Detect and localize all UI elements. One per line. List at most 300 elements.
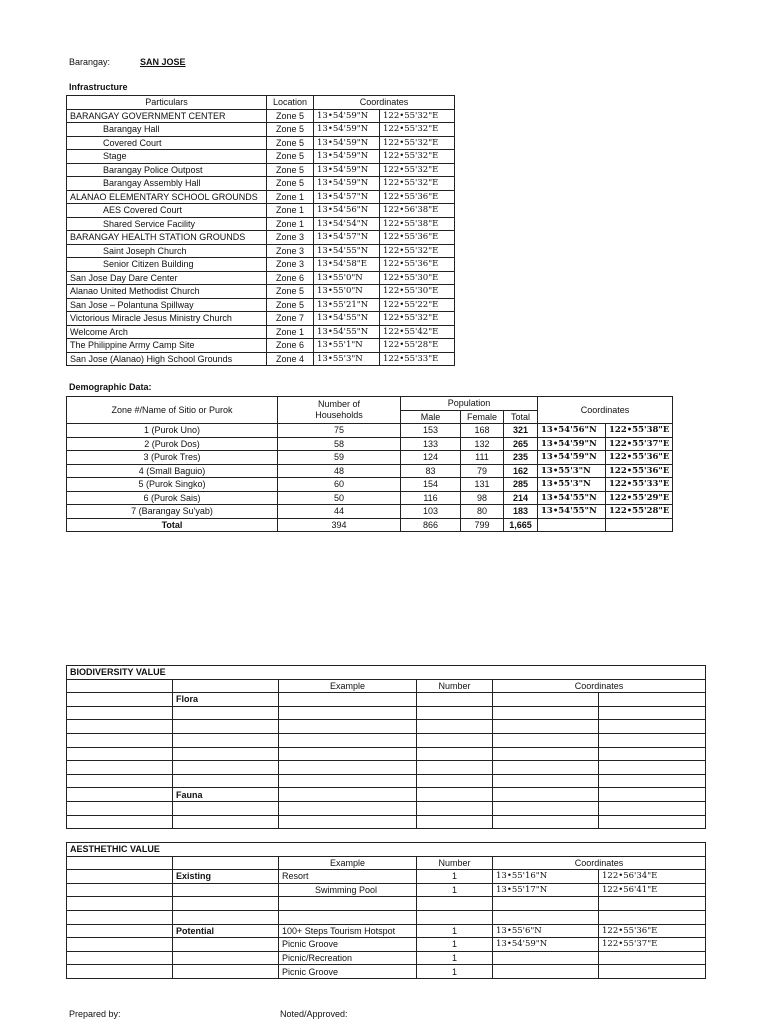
- infra-particular: San Jose (Alanao) High School Grounds: [67, 352, 267, 366]
- infrastructure-row: [67, 150, 455, 164]
- aes-latitude: 13•55'6"N: [493, 924, 599, 938]
- cell: [173, 883, 279, 897]
- demo-latitude: 13•54'59"N: [538, 437, 606, 451]
- infra-particular: Stage: [67, 150, 267, 164]
- aes-longitude: 122•55'37"E: [599, 938, 706, 952]
- cell: [173, 761, 279, 775]
- infra-location: Zone 5: [267, 123, 314, 137]
- aes-longitude: [599, 965, 706, 979]
- cell: [599, 897, 706, 911]
- cell: [599, 733, 706, 747]
- infra-longitude: 122•55'30"E: [380, 285, 455, 299]
- infrastructure-row: [67, 352, 455, 366]
- infra-latitude: 13•54'59"N: [314, 136, 380, 150]
- cell: [493, 747, 599, 761]
- infra-longitude: 122•55'22"E: [380, 298, 455, 312]
- cell: [599, 693, 706, 707]
- infra-particular: The Philippine Army Camp Site: [67, 339, 267, 353]
- demo-male: 154: [401, 478, 461, 492]
- cell: [67, 733, 173, 747]
- cell: [173, 897, 279, 911]
- infra-latitude: 13•54'59"N: [314, 109, 380, 123]
- cell: [67, 774, 173, 788]
- infrastructure-title: Infrastructure: [69, 82, 128, 92]
- cell: [67, 747, 173, 761]
- infrastructure-row: [67, 339, 455, 353]
- cell: [599, 788, 706, 802]
- bio-header-example: Example: [279, 679, 417, 693]
- infra-latitude: 13•55'1"N: [314, 339, 380, 353]
- header-demo-coordinates: Coordinates: [538, 397, 673, 424]
- infrastructure-row: [67, 258, 455, 272]
- cell: [417, 761, 493, 775]
- cell: [279, 720, 417, 734]
- demo-zone: 7 (Barangay Su'yab): [67, 505, 278, 519]
- demo-households: 60: [278, 478, 401, 492]
- cell: [173, 951, 279, 965]
- aesthetic-row: [67, 965, 706, 979]
- demo-longitude: 122•55'36"E: [606, 464, 673, 478]
- aes-example: Swimming Pool: [279, 883, 417, 897]
- aesthetic-title: AESTHETHIC VALUE: [67, 843, 706, 857]
- demo-latitude: 13•54'55"N: [538, 491, 606, 505]
- aes-header-example: Example: [279, 856, 417, 870]
- demo-households: 48: [278, 464, 401, 478]
- aes-latitude: [493, 965, 599, 979]
- infra-latitude: 13•54'58"E: [314, 258, 380, 272]
- cell: [67, 938, 173, 952]
- demographic-row: [67, 505, 673, 519]
- infra-latitude: 13•54'59"N: [314, 123, 380, 137]
- aes-longitude: 122•56'34"E: [599, 870, 706, 884]
- header-particulars: Particulars: [67, 96, 267, 110]
- section-label: Fauna: [173, 788, 279, 802]
- infrastructure-row: [67, 190, 455, 204]
- total-lon: [606, 518, 673, 532]
- infrastructure-header-row: [67, 96, 455, 110]
- aes-latitude: 13•55'17"N: [493, 883, 599, 897]
- aes-longitude: 122•56'41"E: [599, 883, 706, 897]
- infrastructure-table: [66, 95, 455, 366]
- flora-row: [67, 706, 706, 720]
- demo-zone: 5 (Purok Singko): [67, 478, 278, 492]
- cell: [173, 747, 279, 761]
- total-lat: [538, 518, 606, 532]
- infra-particular: BARANGAY GOVERNMENT CENTER: [67, 109, 267, 123]
- infra-particular: San Jose Day Dare Center: [67, 271, 267, 285]
- infra-particular: Saint Joseph Church: [67, 244, 267, 258]
- demo-female: 168: [461, 424, 504, 438]
- cell: [173, 733, 279, 747]
- cell: [417, 693, 493, 707]
- aesthetic-row: [67, 951, 706, 965]
- demo-latitude: 13•55'3"N: [538, 464, 606, 478]
- cell: [173, 910, 279, 924]
- infra-location: Zone 5: [267, 285, 314, 299]
- infra-longitude: 122•55'36"E: [380, 231, 455, 245]
- infra-latitude: 13•54'55"N: [314, 312, 380, 326]
- flora-row: [67, 747, 706, 761]
- demographic-row: [67, 437, 673, 451]
- header-total: Total: [504, 410, 538, 424]
- demographic-row: [67, 451, 673, 465]
- demo-total: 162: [504, 464, 538, 478]
- infra-longitude: 122•55'32"E: [380, 163, 455, 177]
- cell: [173, 774, 279, 788]
- header-households-line1: Number of: [317, 399, 361, 409]
- cell: [417, 788, 493, 802]
- infra-location: Zone 3: [267, 231, 314, 245]
- aes-latitude: 13•55'16"N: [493, 870, 599, 884]
- infra-location: Zone 1: [267, 204, 314, 218]
- bio-header-coordinates: Coordinates: [493, 679, 706, 693]
- aes-header-blank2: [173, 856, 279, 870]
- cell: [417, 815, 493, 829]
- demo-latitude: 13•54'55"N: [538, 505, 606, 519]
- infra-particular: Barangay Police Outpost: [67, 163, 267, 177]
- infra-longitude: 122•55'32"E: [380, 244, 455, 258]
- infra-latitude: 13•54'56"N: [314, 204, 380, 218]
- cell: [173, 801, 279, 815]
- demo-male: 103: [401, 505, 461, 519]
- cell: [493, 761, 599, 775]
- cell: [67, 924, 173, 938]
- aes-number: 1: [417, 883, 493, 897]
- header-households-line2: Households: [315, 410, 363, 420]
- infra-particular: Barangay Assembly Hall: [67, 177, 267, 191]
- infra-latitude: 13•55'21"N: [314, 298, 380, 312]
- infra-latitude: 13•54'59"N: [314, 177, 380, 191]
- demo-total: 265: [504, 437, 538, 451]
- aes-longitude: [599, 951, 706, 965]
- infra-location: Zone 5: [267, 177, 314, 191]
- aes-number: 1: [417, 938, 493, 952]
- demographic-row: [67, 464, 673, 478]
- aesthetic-row: [67, 870, 706, 884]
- header-coordinates: Coordinates: [314, 96, 455, 110]
- barangay-name: SAN JOSE: [140, 57, 186, 67]
- infra-location: Zone 5: [267, 163, 314, 177]
- header-male: Male: [401, 410, 461, 424]
- demo-male: 133: [401, 437, 461, 451]
- demographic-row: [67, 491, 673, 505]
- infra-location: Zone 5: [267, 298, 314, 312]
- infra-location: Zone 3: [267, 244, 314, 258]
- infra-location: Zone 6: [267, 271, 314, 285]
- infra-location: Zone 5: [267, 109, 314, 123]
- cell: [599, 815, 706, 829]
- flora-row: [67, 733, 706, 747]
- demo-zone: 6 (Purok Sais): [67, 491, 278, 505]
- cell: [493, 788, 599, 802]
- cell: [279, 761, 417, 775]
- cell: [279, 733, 417, 747]
- infrastructure-row: [67, 204, 455, 218]
- demo-longitude: 122•55'33"E: [606, 478, 673, 492]
- demo-female: 111: [461, 451, 504, 465]
- demo-longitude: 122•55'36"E: [606, 451, 673, 465]
- infra-longitude: 122•55'32"E: [380, 312, 455, 326]
- demo-longitude: 122•55'37"E: [606, 437, 673, 451]
- infra-longitude: 122•55'33"E: [380, 352, 455, 366]
- cell: [493, 815, 599, 829]
- infrastructure-row: [67, 136, 455, 150]
- demo-longitude: 122•55'38"E: [606, 424, 673, 438]
- aes-number: 1: [417, 951, 493, 965]
- bio-header-number: Number: [417, 679, 493, 693]
- infra-location: Zone 4: [267, 352, 314, 366]
- infra-particular: Shared Service Facility: [67, 217, 267, 231]
- cell: [417, 774, 493, 788]
- infra-longitude: 122•56'38"E: [380, 204, 455, 218]
- cell: [67, 965, 173, 979]
- infrastructure-row: [67, 285, 455, 299]
- cell: [173, 706, 279, 720]
- infrastructure-row: [67, 109, 455, 123]
- flora-row: [67, 720, 706, 734]
- header-female: Female: [461, 410, 504, 424]
- infra-particular: San Jose – Polantuna Spillway: [67, 298, 267, 312]
- cell: [417, 720, 493, 734]
- cell: [279, 815, 417, 829]
- cell: [599, 720, 706, 734]
- aes-header-blank1: [67, 856, 173, 870]
- header-zone: Zone #/Name of Sitio or Purok: [67, 397, 278, 424]
- section-label: Existing: [173, 870, 279, 884]
- cell: [417, 733, 493, 747]
- infrastructure-row: [67, 271, 455, 285]
- aes-header-number: Number: [417, 856, 493, 870]
- cell: [279, 801, 417, 815]
- infra-latitude: 13•54'59"N: [314, 163, 380, 177]
- infra-location: Zone 1: [267, 217, 314, 231]
- cell: [279, 910, 417, 924]
- demo-households: 75: [278, 424, 401, 438]
- cell: [599, 774, 706, 788]
- cell: [493, 910, 599, 924]
- cell: [279, 897, 417, 911]
- cell: [67, 788, 173, 802]
- aesthetic-row: [67, 883, 706, 897]
- infra-particular: Welcome Arch: [67, 325, 267, 339]
- demo-total: 183: [504, 505, 538, 519]
- demo-female: 80: [461, 505, 504, 519]
- demo-longitude: 122•55'28"E: [606, 505, 673, 519]
- infrastructure-row: [67, 123, 455, 137]
- biodiversity-title: BIODIVERSITY VALUE: [67, 666, 706, 680]
- total-label: Total: [67, 518, 278, 532]
- cell: [173, 938, 279, 952]
- infra-longitude: 122•55'32"E: [380, 150, 455, 164]
- flora-row: [67, 693, 706, 707]
- infra-longitude: 122•55'32"E: [380, 123, 455, 137]
- demo-latitude: 13•55'3"N: [538, 478, 606, 492]
- demo-male: 116: [401, 491, 461, 505]
- section-label: Flora: [173, 693, 279, 707]
- aes-example: Picnic Groove: [279, 938, 417, 952]
- cell: [173, 815, 279, 829]
- cell: [599, 761, 706, 775]
- demo-households: 44: [278, 505, 401, 519]
- infra-latitude: 13•54'54"N: [314, 217, 380, 231]
- infra-latitude: 13•54'55"N: [314, 244, 380, 258]
- cell: [67, 897, 173, 911]
- cell: [173, 965, 279, 979]
- infrastructure-row: [67, 163, 455, 177]
- cell: [67, 910, 173, 924]
- cell: [417, 897, 493, 911]
- infra-latitude: 13•54'55"N: [314, 325, 380, 339]
- cell: [67, 883, 173, 897]
- cell: [67, 761, 173, 775]
- demo-female: 131: [461, 478, 504, 492]
- infra-particular: BARANGAY HEALTH STATION GROUNDS: [67, 231, 267, 245]
- infra-longitude: 122•55'32"E: [380, 177, 455, 191]
- infra-longitude: 122•55'42"E: [380, 325, 455, 339]
- cell: [599, 706, 706, 720]
- infra-particular: Senior Citizen Building: [67, 258, 267, 272]
- demo-male: 153: [401, 424, 461, 438]
- aes-number: 1: [417, 870, 493, 884]
- infra-location: Zone 7: [267, 312, 314, 326]
- bio-header-blank2: [173, 679, 279, 693]
- demo-total: 285: [504, 478, 538, 492]
- demo-zone: 4 (Small Baguio): [67, 464, 278, 478]
- demo-female: 132: [461, 437, 504, 451]
- infra-particular: Covered Court: [67, 136, 267, 150]
- cell: [599, 910, 706, 924]
- infrastructure-row: [67, 244, 455, 258]
- infrastructure-row: [67, 312, 455, 326]
- infrastructure-row: [67, 231, 455, 245]
- infra-particular: Alanao United Methodist Church: [67, 285, 267, 299]
- infra-latitude: 13•54'59"N: [314, 150, 380, 164]
- flora-row: [67, 761, 706, 775]
- infra-latitude: 13•54'57"N: [314, 190, 380, 204]
- header-households: [278, 397, 401, 424]
- aesthetic-row: [67, 897, 706, 911]
- infra-longitude: 122•55'36"E: [380, 258, 455, 272]
- cell: [67, 720, 173, 734]
- cell: [417, 747, 493, 761]
- cell: [279, 788, 417, 802]
- demo-female: 79: [461, 464, 504, 478]
- infra-latitude: 13•54'57"N: [314, 231, 380, 245]
- cell: [279, 747, 417, 761]
- biodiversity-table: [66, 665, 706, 829]
- infrastructure-row: [67, 298, 455, 312]
- infra-longitude: 122•55'36"E: [380, 190, 455, 204]
- cell: [417, 706, 493, 720]
- infrastructure-row: [67, 217, 455, 231]
- infra-longitude: 122•55'30"E: [380, 271, 455, 285]
- cell: [493, 720, 599, 734]
- infra-location: Zone 5: [267, 150, 314, 164]
- infra-location: Zone 3: [267, 258, 314, 272]
- header-location: Location: [267, 96, 314, 110]
- cell: [493, 897, 599, 911]
- demo-female: 98: [461, 491, 504, 505]
- demographic-row: [67, 478, 673, 492]
- total-households: 394: [278, 518, 401, 532]
- fauna-row: [67, 815, 706, 829]
- demographic-total-row: [67, 518, 673, 532]
- demo-latitude: 13•54'59"N: [538, 451, 606, 465]
- aes-example: Picnic Groove: [279, 965, 417, 979]
- infra-particular: Barangay Hall: [67, 123, 267, 137]
- demo-total: 214: [504, 491, 538, 505]
- infra-latitude: 13•55'0"N: [314, 285, 380, 299]
- cell: [493, 706, 599, 720]
- demographic-title: Demographic Data:: [69, 382, 152, 392]
- fauna-row: [67, 788, 706, 802]
- demo-total: 235: [504, 451, 538, 465]
- cell: [279, 706, 417, 720]
- demographic-table: [66, 396, 673, 532]
- flora-row: [67, 774, 706, 788]
- aes-latitude: 13•54'59"N: [493, 938, 599, 952]
- infra-location: Zone 5: [267, 136, 314, 150]
- infra-particular: AES Covered Court: [67, 204, 267, 218]
- infrastructure-row: [67, 177, 455, 191]
- infra-location: Zone 1: [267, 190, 314, 204]
- header-population: Population: [401, 397, 538, 411]
- aesthetic-row: [67, 924, 706, 938]
- infra-longitude: 122•55'28"E: [380, 339, 455, 353]
- infra-particular: Victorious Miracle Jesus Ministry Church: [67, 312, 267, 326]
- cell: [599, 747, 706, 761]
- cell: [493, 693, 599, 707]
- cell: [279, 693, 417, 707]
- bio-header-blank1: [67, 679, 173, 693]
- infra-location: Zone 1: [267, 325, 314, 339]
- demo-households: 59: [278, 451, 401, 465]
- total-female: 799: [461, 518, 504, 532]
- section-label: Potential: [173, 924, 279, 938]
- cell: [67, 870, 173, 884]
- aes-example: Picnic/Recreation: [279, 951, 417, 965]
- demo-male: 124: [401, 451, 461, 465]
- cell: [173, 720, 279, 734]
- infra-latitude: 13•55'3"N: [314, 352, 380, 366]
- demo-households: 50: [278, 491, 401, 505]
- cell: [67, 693, 173, 707]
- demo-male: 83: [401, 464, 461, 478]
- aes-example: Resort: [279, 870, 417, 884]
- demographic-row: [67, 424, 673, 438]
- prepared-by-label: Prepared by:: [69, 1009, 121, 1019]
- demo-longitude: 122•55'29"E: [606, 491, 673, 505]
- cell: [599, 801, 706, 815]
- cell: [493, 801, 599, 815]
- aes-number: 1: [417, 924, 493, 938]
- cell: [493, 733, 599, 747]
- total-total: 1,665: [504, 518, 538, 532]
- infra-longitude: 122•55'32"E: [380, 109, 455, 123]
- demo-households: 58: [278, 437, 401, 451]
- noted-approved-label: Noted/Approved:: [280, 1009, 348, 1019]
- demo-zone: 2 (Purok Dos): [67, 437, 278, 451]
- cell: [279, 774, 417, 788]
- infra-latitude: 13•55'0"N: [314, 271, 380, 285]
- aesthetic-row: [67, 910, 706, 924]
- total-male: 866: [401, 518, 461, 532]
- infra-longitude: 122•55'38"E: [380, 217, 455, 231]
- infra-location: Zone 6: [267, 339, 314, 353]
- cell: [67, 951, 173, 965]
- demo-zone: 1 (Purok Uno): [67, 424, 278, 438]
- cell: [417, 801, 493, 815]
